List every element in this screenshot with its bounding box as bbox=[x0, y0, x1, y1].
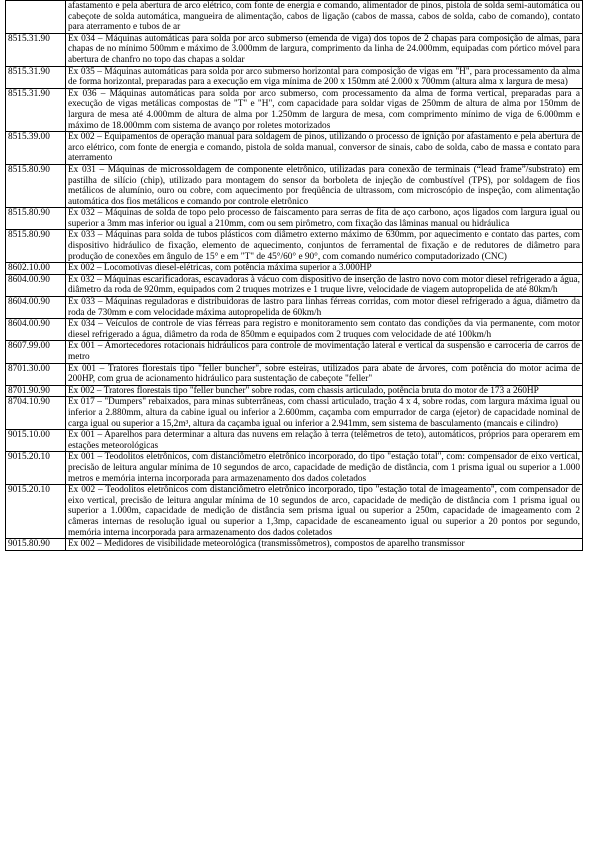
ncm-code: 9015.20.10 bbox=[6, 452, 66, 485]
table-row bbox=[6, 297, 583, 319]
product-description: Ex 033 – Máquinas para solda de tubos plásticos com diâmetro externo máximo de 630mm, por aquecimento e contato das partes, com dispositivo hidráulico de fixação, elemento de aquecimento, conjuntos de ferramental de fixação e de redutores de diâmetro para produção de conexões em ângulo de 15° e em "T" de 45°/60° e 90°, com comando numérico computadorizado (CNC) bbox=[66, 230, 583, 263]
table-row bbox=[6, 230, 583, 263]
product-description: afastamento e pela abertura de arco elétrico, com fonte de energia e comando, alimentador de pinos, pistola de solda semi-automática ou cabeçote de solda automática, mangueira de alimentação, cabos de ligação (cabos de massa, cabos de solda, cabo de comando), contato para aterramento e tubos de ar bbox=[66, 1, 583, 34]
product-description: Ex 036 – Máquinas automáticas para solda por arco submerso, com processamento da alma de forma vertical, preparadas para a execução de vigas metálicas compostas de "T" e "H", com capacidade para soldar vigas de 250mm de altura de alma por 150mm de largura de mesa até 4.000mm de altura de alma por 1.250mm de largura de mesa, com comprimento mínimo de viga de 6.000mm e máximo de 18.000mm com sistema de avanço por roletes motorizados bbox=[66, 88, 583, 131]
table-row bbox=[6, 539, 583, 551]
table-row bbox=[6, 88, 583, 131]
table-row bbox=[6, 164, 583, 207]
ncm-code: 8515.31.90 bbox=[6, 33, 66, 66]
table-row bbox=[6, 430, 583, 452]
ncm-code: 8515.31.90 bbox=[6, 66, 66, 88]
product-description: Ex 034 – Veículos de controle de vias férreas para registro e monitoramento sem contato das condições da via permanente, com motor diesel refrigerado a água, diâmetro da roda de 850mm e equipados com 2 truques com velocidade de até 100km/h bbox=[66, 319, 583, 341]
product-description: Ex 002 – Locomotivas diesel-elétricas, com potência máxima superior a 3.000HP bbox=[66, 263, 583, 275]
table-row bbox=[6, 208, 583, 230]
table-row bbox=[6, 452, 583, 485]
product-description: Ex 017 – "Dumpers" rebaixados, para minas subterrâneas, com chassi articulado, tração 4 x 4, sobre rodas, com largura máxima igual ou inferior a 2.880mm, altura da cabine igual ou inferior a 2.600mm, caçamba com empurrador de carga (ejetor) de capacidade nominal de carga igual ou superior a 15,2m³, altura da caçamba igual ou inferior a 2.941mm, sem sistema de basculamento (mancais e cilindro) bbox=[66, 397, 583, 430]
ncm-code: 8604.00.90 bbox=[6, 319, 66, 341]
product-description: Ex 031 – Máquinas de microssoldagem de componente eletrônico, utilizadas para conexão de terminais (“lead frame”/substrato) em pastilha de silício (chip), utilizado para montagem do sensor da borboleta de injeção de combustível (TPS), por soldagem de fios metálicos de alumínio, ouro ou cobre, com aquecimento por freqüência de ultrassom, com microscópio de inspeção, com alimentação automática dos fios metálicos e comando por controle eletrônico bbox=[66, 164, 583, 207]
product-description: Ex 002 – Medidores de visibilidade meteorológica (transmissômetros), compostos de aparelho transmissor bbox=[66, 539, 583, 551]
ncm-code: 8701.30.00 bbox=[6, 363, 66, 385]
table-row bbox=[6, 319, 583, 341]
ncm-code: 8701.90.90 bbox=[6, 385, 66, 397]
tariff-table-body bbox=[6, 1, 583, 551]
table-row bbox=[6, 485, 583, 539]
table-row bbox=[6, 66, 583, 88]
product-description: Ex 001 – Tratores florestais tipo "feller buncher", sobre esteiras, utilizados para abate de árvores, com potência do motor acima de 200HP, com grua de acionamento hidráulico para sustentação de cabeçote "feller" bbox=[66, 363, 583, 385]
product-description: Ex 034 – Máquinas automáticas para solda por arco submerso (emenda de viga) dos topos de 2 chapas para composição de almas, para chapas de no mínimo 500mm e máximo de 3.000mm de largura, comprimento da linha de 24.000mm, equipadas com pórtico móvel para abertura de chanfro no topo das chapas a soldar bbox=[66, 33, 583, 66]
product-description: Ex 002 – Teodolitos eletrônicos com distanciômetro eletrônico incorporado, tipo "estação total de imageamento", com compensador de eixo vertical, precisão de leitura angular mínima de 10 segundos de arco, capacidade de medição de distância com 1 prisma igual ou superior a 1.000m, capacidade de medição de distância sem prisma igual ou superior a 250m, capacidade de imageamento com 2 câmeras internas de resolução igual ou superior a 1,3mp, capacidade de escaneamento igual ou superior a 20 pontos por segundo, memória interna incorporada para armazenamento dos dados coletados bbox=[66, 485, 583, 539]
ncm-code: 8515.80.90 bbox=[6, 208, 66, 230]
product-description: Ex 001 – Teodolitos eletrônicos, com distanciômetro eletrônico incorporado, do tipo "estação total", com: compensador de eixo vertical, precisão de leitura angular mínima de 10 segundos de arco, capacidade de medição de distância, com 1 prisma igual ou superior a 1.000 metros e memória interna incorporada para armazenamento dos dados coletados bbox=[66, 452, 583, 485]
ncm-code: 8515.80.90 bbox=[6, 230, 66, 263]
ncm-code: 8515.31.90 bbox=[6, 88, 66, 131]
table-row bbox=[6, 341, 583, 363]
product-description: Ex 002 – Equipamentos de operação manual para soldagem de pinos, utilizando o processo de ignição por afastamento e pela abertura de arco elétrico, com fonte de energia e comando, pistola de solda manual, conversor de sinais, cabo de solda, cabo de massa e contato para aterramento bbox=[66, 132, 583, 165]
ncm-code: 9015.20.10 bbox=[6, 485, 66, 539]
product-description: Ex 032 – Máquinas de solda de topo pelo processo de faiscamento para serras de fita de aço carbono, aços ligados com largura igual ou superior a 3mm mas inferior ou igual a 210mm, com ou sem pirômetro, com fixação das lâminas manual ou hidráulica bbox=[66, 208, 583, 230]
table-row bbox=[6, 397, 583, 430]
ncm-code: 8602.10.00 bbox=[6, 263, 66, 275]
product-description: Ex 032 – Máquinas escarificadoras, escavadoras à vácuo com dispositivo de inserção de lastro novo com motor diesel refrigerado a água, diâmetro da roda de 920mm, equipados com 2 truques motrizes e 1 truque livre, velocidade de viagem autopropelida de até 80km/h bbox=[66, 274, 583, 296]
product-description: Ex 001 – Amortecedores rotacionais hidráulicos para controle de movimentação lateral e vertical da suspensão e carroceria de carros de metro bbox=[66, 341, 583, 363]
product-description: Ex 033 – Máquinas reguladoras e distribuidoras de lastro para linhas férreas corridas, com motor diesel refrigerado a água, diâmetro da roda de 730mm e com velocidade máxima autopropelida de 60km/h bbox=[66, 297, 583, 319]
ncm-code: 8515.39.00 bbox=[6, 132, 66, 165]
table-row bbox=[6, 363, 583, 385]
table-row bbox=[6, 1, 583, 34]
ncm-code: 8515.80.90 bbox=[6, 164, 66, 207]
ncm-code: 8604.00.90 bbox=[6, 274, 66, 296]
product-description: Ex 035 – Máquinas automáticas para solda por arco submerso horizontal para composição de vigas em "H", para processamento da alma de forma horizontal, preparadas para a execução em viga mínima de 200 x 150mm até 2.000 x 700mm (altura alma x largura de mesa) bbox=[66, 66, 583, 88]
table-row bbox=[6, 263, 583, 275]
table-row bbox=[6, 274, 583, 296]
table-row bbox=[6, 33, 583, 66]
table-row bbox=[6, 132, 583, 165]
ncm-code: 8704.10.90 bbox=[6, 397, 66, 430]
ncm-code bbox=[6, 1, 66, 34]
tariff-table bbox=[5, 0, 583, 551]
table-row bbox=[6, 385, 583, 397]
product-description: Ex 001 – Aparelhos para determinar a altura das nuvens em relação à terra (telêmetros de teto), automáticos, próprios para operarem em estações meteorológicas bbox=[66, 430, 583, 452]
ncm-code: 8607.99.00 bbox=[6, 341, 66, 363]
ncm-code: 9015.80.90 bbox=[6, 539, 66, 551]
product-description: Ex 002 – Tratores florestais tipo "feller buncher" sobre rodas, com chassis articulado, potência bruta do motor de 173 a 260HP bbox=[66, 385, 583, 397]
document-page bbox=[5, 0, 583, 551]
ncm-code: 8604.00.90 bbox=[6, 297, 66, 319]
ncm-code: 9015.10.00 bbox=[6, 430, 66, 452]
